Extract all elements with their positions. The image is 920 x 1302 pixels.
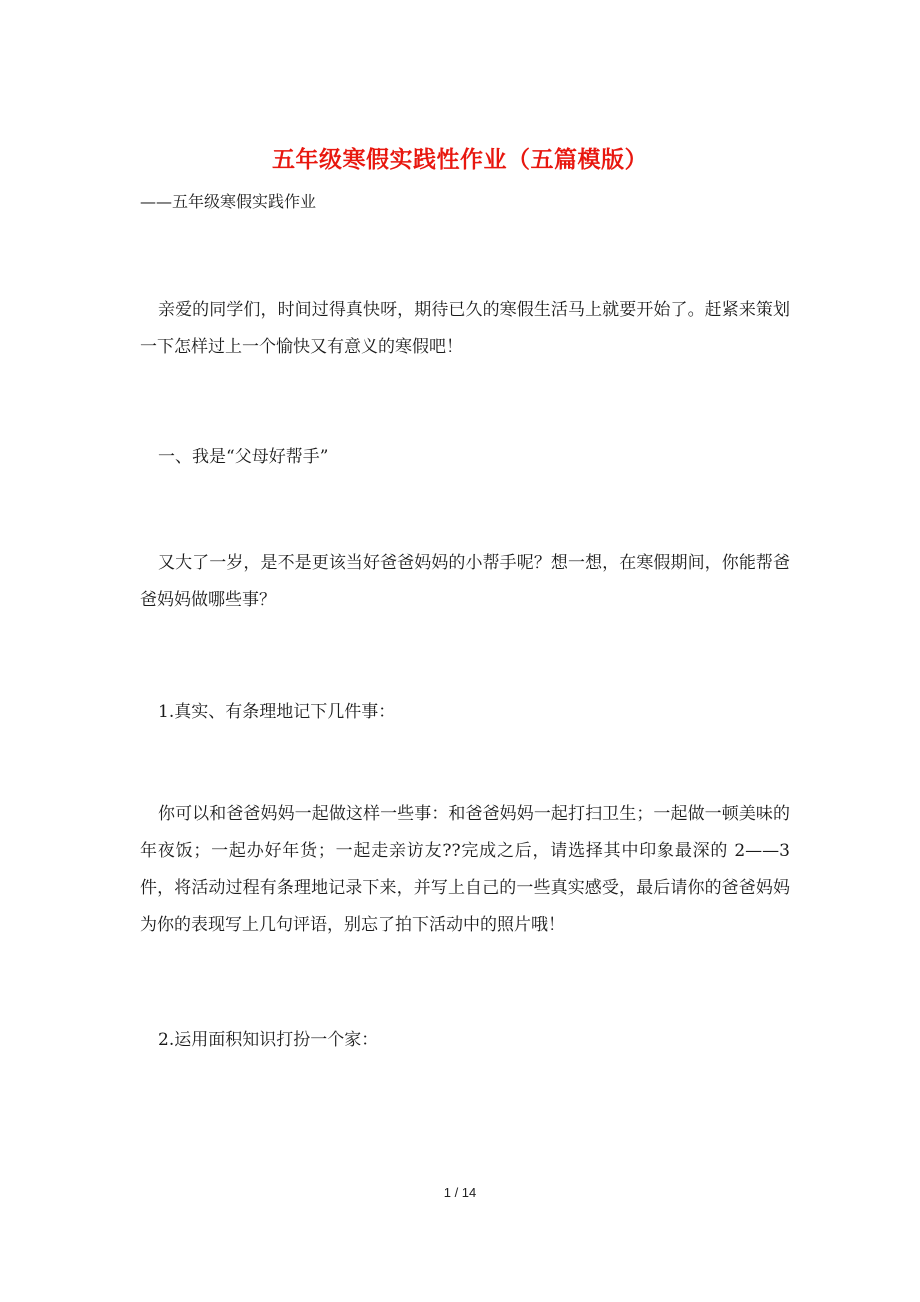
document-title: 五年级寒假实践性作业（五篇模版） xyxy=(272,146,648,173)
item-heading-2: 2.运用面积知识打扮一个家： xyxy=(158,1030,379,1050)
intro-paragraph: 亲爱的同学们，时间过得真快呀，期待已久的寒假生活马上就要开始了。赶紧来策划一下怎样过上一个愉快又有意义的寒假吧！ xyxy=(140,300,790,357)
section-1-intro-paragraph: 又大了一岁，是不是更该当好爸爸妈妈的小帮手呢？想一想，在寒假期间，你能帮爸爸妈妈做哪些事？ xyxy=(140,553,790,610)
item-1-paragraph: 你可以和爸爸妈妈一起做这样一些事：和爸爸妈妈一起打扫卫生；一起做一顿美味的年夜饭；一起办好年货；一起走亲访友??完成之后，请选择其中印象最深的 2——3 件，将活动过程有条理地记录下来，并写上自己的一些真实感受，最后请你的爸爸妈妈为你的表现写上几句评语，别忘了拍下活动中的照片哦！ xyxy=(140,804,790,935)
item-heading-1: 1.真实、有条理地记下几件事： xyxy=(158,702,396,722)
document-subtitle: ——五年级寒假实践作业 xyxy=(140,192,317,211)
section-heading-1: 一、我是“父母好帮手” xyxy=(158,447,329,467)
page-number: 1 / 14 xyxy=(443,1185,477,1200)
